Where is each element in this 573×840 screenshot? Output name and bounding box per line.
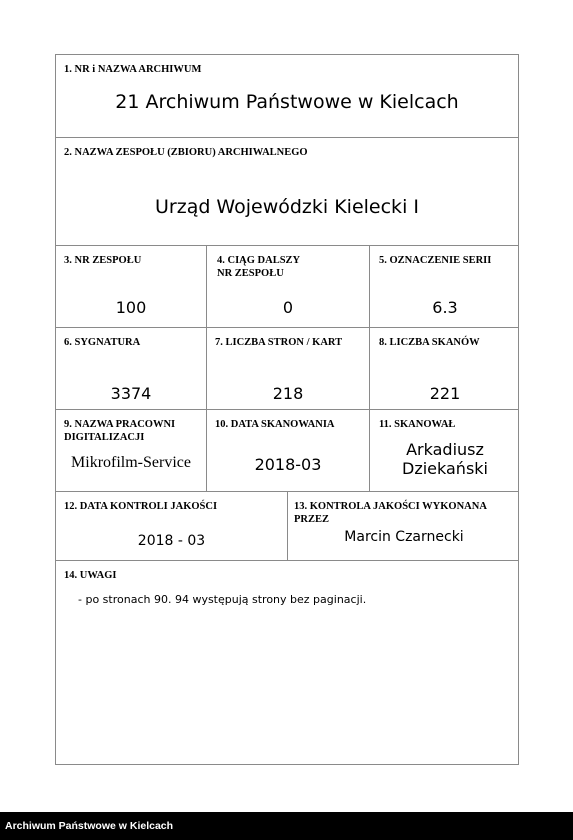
row-quality-control [56, 492, 518, 561]
page-count-value: 218 [272, 384, 304, 403]
cell-page-count [206, 328, 369, 409]
scanned-by-value: Arkadiusz Dziekański [402, 440, 488, 478]
scan-date-label: 10. DATA SKANOWANIA [215, 419, 335, 430]
fonds-number-label: 3. NR ZESPOŁU [64, 255, 142, 266]
lab-name-label: 9. NAZWA PRACOWNI DIGITALIZACJI [64, 419, 176, 443]
cell-qc-by [287, 492, 520, 560]
fonds-name-label: 2. NAZWA ZESPOŁU (ZBIORU) ARCHIWALNEGO [64, 147, 308, 158]
cell-series [369, 246, 520, 327]
scanned-by-label: 11. SKANOWAŁ [379, 419, 456, 430]
row-signature [56, 328, 518, 410]
qc-date-value: 2018 - 03 [137, 533, 206, 549]
page-count-label: 7. LICZBA STRON / KART [215, 337, 343, 348]
cell-lab-name [56, 410, 206, 491]
archive-value: 21 Archiwum Państwowe w Kielcach [115, 91, 459, 113]
footer-archive-name: Archiwum Państwowe w Kielcach [5, 820, 174, 832]
row-notes [56, 561, 518, 766]
scan-count-label: 8. LICZBA SKANÓW [379, 337, 480, 348]
row-digitization [56, 410, 518, 492]
cell-signature [56, 328, 206, 409]
cell-scan-date [206, 410, 369, 491]
scan-count-value: 221 [429, 384, 461, 403]
signature-label: 6. SYGNATURA [64, 337, 141, 348]
cell-fonds-continuation [206, 246, 369, 327]
fonds-continuation-label: 4. CIĄG DALSZY NR ZESPOŁU [217, 255, 301, 279]
qc-by-value: Marcin Czarnecki [344, 529, 464, 545]
footer-bar [0, 812, 573, 840]
series-value: 6.3 [432, 298, 458, 317]
series-label: 5. OZNACZENIE SERII [379, 255, 492, 266]
fonds-name-value: Urząd Wojewódzki Kielecki I [155, 196, 419, 218]
row-archive [56, 55, 518, 138]
row-fonds-numbers [56, 246, 518, 328]
metadata-card [55, 54, 519, 765]
signature-value: 3374 [110, 384, 152, 403]
cell-qc-date [56, 492, 287, 560]
fonds-number-value: 100 [115, 298, 147, 317]
cell-scan-count [369, 328, 520, 409]
cell-scanned-by [369, 410, 520, 491]
archive-label: 1. NR i NAZWA ARCHIWUM [64, 64, 202, 75]
qc-date-label: 12. DATA KONTROLI JAKOŚCI [64, 501, 218, 512]
lab-name-value: Mikrofilm-Service [71, 454, 191, 471]
row-fonds-name [56, 138, 518, 246]
cell-fonds-number [56, 246, 206, 327]
scan-date-value: 2018-03 [254, 455, 322, 474]
notes-label: 14. UWAGI [64, 570, 117, 581]
notes-value: - po stronach 90. 94 występują strony bez paginacji. [78, 593, 367, 606]
fonds-continuation-value: 0 [282, 298, 294, 317]
qc-by-label: 13. KONTROLA JAKOŚCI WYKONANA PRZEZ [294, 501, 487, 525]
